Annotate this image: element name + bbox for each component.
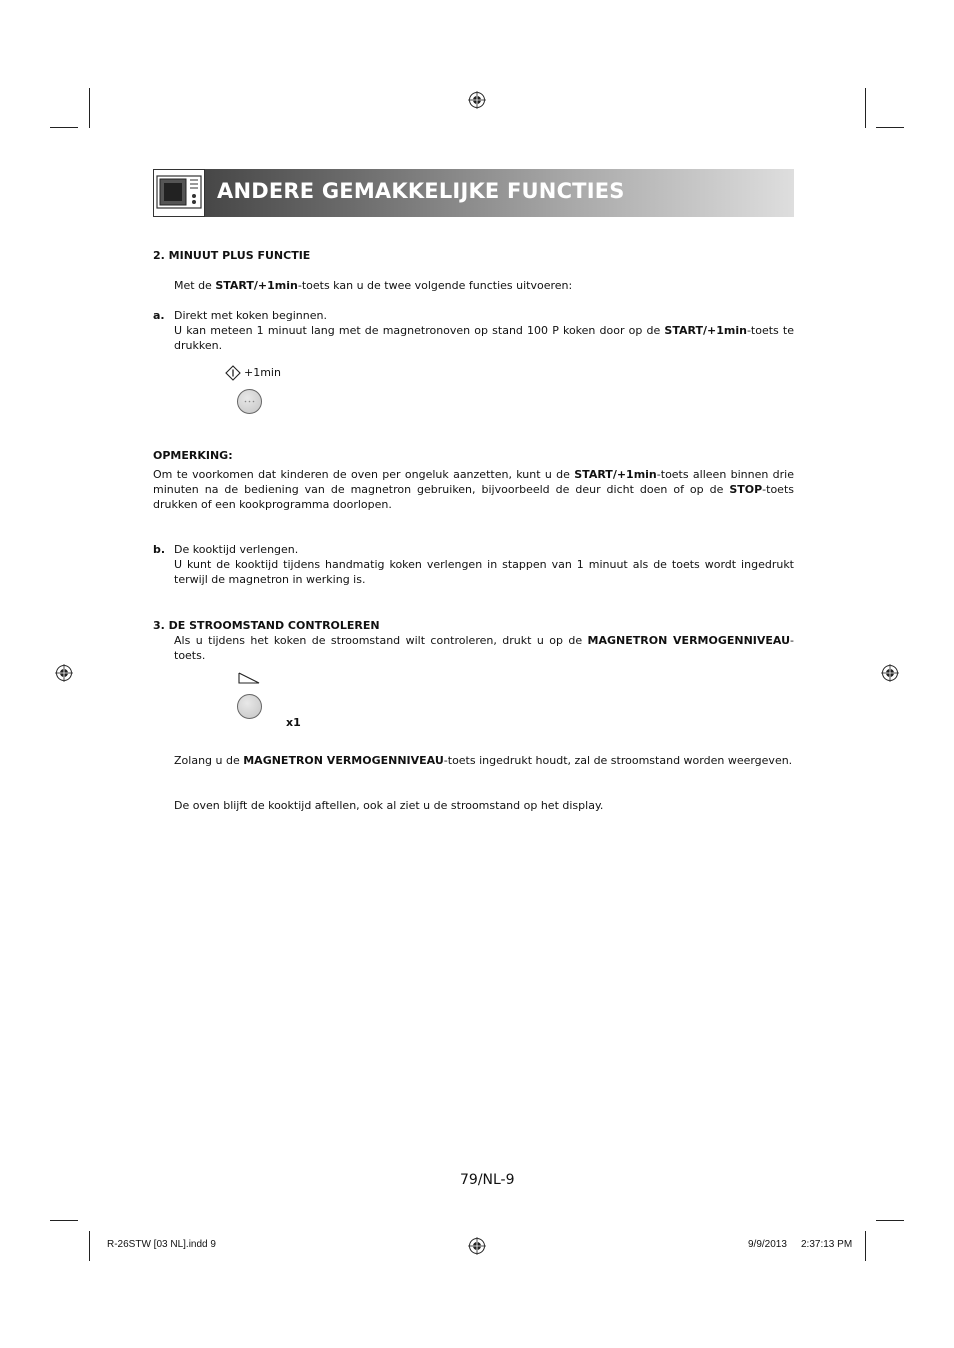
registration-mark-icon [881,664,899,682]
list-item-title: Direkt met koken beginnen. [174,309,327,322]
press-count: x1 [286,716,301,729]
list-item-body [174,323,794,353]
section-paragraph: De oven blijft de kooktijd aftellen, ook al ziet u de stroomstand op het display. [174,799,604,812]
note-bold-text: START/+1min [574,468,657,481]
section-heading: 3. DE STROOMSTAND CONTROLEREN [153,619,380,632]
start-icon [225,365,241,381]
footer-time: 2:37:13 PM [801,1239,853,1250]
start-plus-1min-button[interactable] [237,389,262,414]
section-intro [174,278,572,293]
registration-mark-icon [55,664,73,682]
power-level-icon [238,672,260,684]
page-title: ANDERE GEMAKKELIJKE FUNCTIES [217,179,625,203]
list-item-body: U kunt de kooktijd tijdens handmatig koken verlengen in stappen van 1 minuut als de toets wordt ingedrukt terwijl de magnetron in werking is. [174,558,794,586]
crop-mark [876,127,904,128]
crop-mark [89,88,90,128]
list-item-title: De kooktijd verlengen. [174,543,299,556]
crop-mark [865,1231,866,1261]
intro-text: Met de [174,279,216,292]
crop-mark [865,88,866,128]
footer-date: 9/9/2013 [748,1239,787,1250]
section-heading: 2. MINUUT PLUS FUNCTIE [153,249,311,262]
section-paragraph [174,753,794,768]
note-body [153,467,794,512]
button-dots-icon [238,390,261,413]
note-bold-text: STOP [729,483,763,496]
power-level-button[interactable] [237,694,262,719]
footer-filename: R-26STW [03 NL].indd 9 [107,1239,216,1250]
body-text: Als u tijdens het koken de stroomstand wilt controleren, drukt u op de [174,634,588,647]
intro-text: -toets kan u de twee volgende functies uitvoeren: [297,279,573,292]
note-text: -toets alleen binnen drie minuten na de bediening van de magnetron gebruiken, bijvoorbeeld de deur dicht doen of op de [153,468,794,496]
note-text: -toets drukken of een kookprogramma doorlopen. [153,483,794,511]
body-bold-text: MAGNETRON VERMOGENNIVEAU [587,634,791,647]
body-text: U kan meteen 1 minuut lang met de magnetronoven op stand 100 P koken door op de [174,324,665,337]
body-text: -toets. [174,634,795,662]
registration-mark-icon [468,91,486,109]
header-icon-box [153,169,205,217]
body-text: -toets ingedrukt houdt, zal de stroomstand worden weergeven. [443,754,793,767]
crop-mark [89,1231,90,1261]
registration-mark-icon [468,1237,486,1255]
body-bold-text: MAGNETRON VERMOGENNIVEAU [243,754,444,767]
crop-mark [50,1220,78,1221]
intro-bold-text: START/+1min [215,279,298,292]
body-bold-text: START/+1min [664,324,747,337]
button-label: +1min [244,366,281,379]
section-body [174,633,794,663]
page-number: 79/NL-9 [460,1172,515,1188]
list-marker: b. [153,543,166,556]
crop-mark [876,1220,904,1221]
body-text: -toets te drukken. [174,324,794,352]
note-heading: OPMERKING: [153,449,233,462]
crop-mark [50,127,78,128]
microwave-icon [154,170,204,216]
body-text: Zolang u de [174,754,244,767]
note-text: Om te voorkomen dat kinderen de oven per ongeluk aanzetten, kunt u de [153,468,575,481]
list-marker: a. [153,309,165,322]
